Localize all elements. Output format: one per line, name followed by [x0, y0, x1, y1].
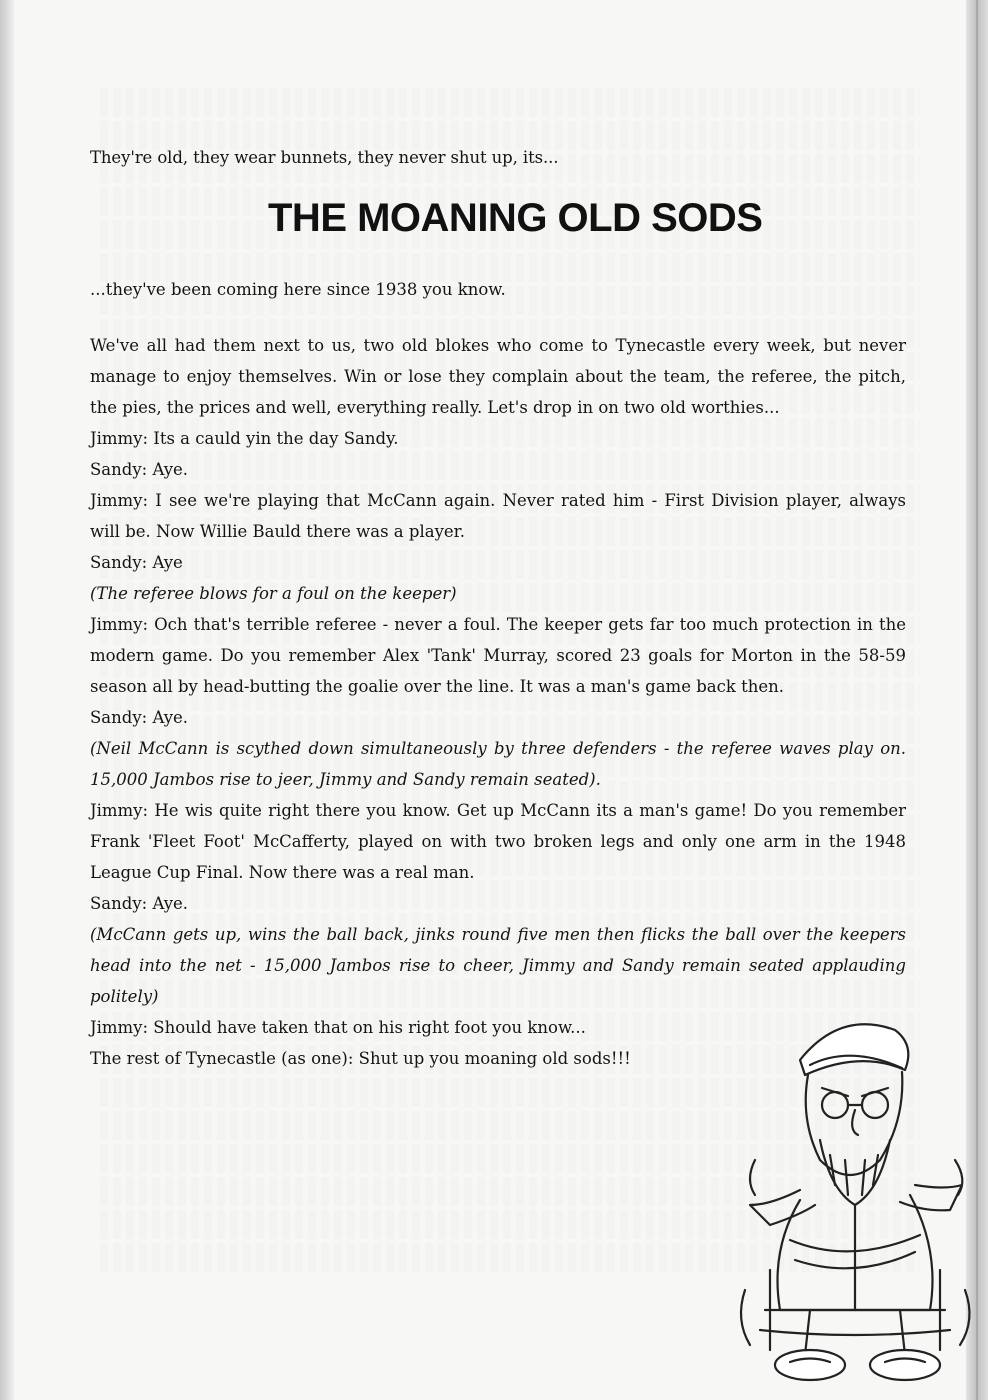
subtitle-line: ...they've been coming here since 1938 you know.: [90, 280, 506, 299]
dialogue-line: Sandy: Aye.: [90, 894, 189, 913]
old-man-cartoon-icon: [730, 990, 980, 1390]
dialogue-line: We've all had them next to us, two old blokes who come to Tynecastle every week, but never manage to enjoy themselves. Win or lose they complain about the team, the referee, the pitch, the pies, the prices and well, everything really. Let's drop in on two old worthies...: [90, 336, 906, 417]
stage-direction: (McCann gets up, wins the ball back, jinks round five men then flicks the ball over the keepers head into the net - 15,000 Jambos rise to cheer, Jimmy and Sandy remain seated applauding politely): [90, 925, 906, 1006]
dialogue-line: Sandy: Aye.: [90, 460, 189, 479]
dialogue-line: Jimmy: Should have taken that on his right foot you know...: [90, 1018, 586, 1037]
dialogue-line: Jimmy: Its a cauld yin the day Sandy.: [90, 429, 399, 448]
intro-line: They're old, they wear bunnets, they never shut up, its...: [90, 148, 559, 167]
dialogue-line: Jimmy: I see we're playing that McCann again. Never rated him - First Division player, always will be. Now Willie Bauld there was a player.: [90, 491, 906, 541]
stage-direction: (Neil McCann is scythed down simultaneously by three defenders - the referee waves play on. 15,000 Jambos rise to jeer, Jimmy and Sandy remain seated).: [90, 739, 906, 789]
stage-direction: (The referee blows for a foul on the keeper): [90, 584, 457, 603]
page-left-edge: [0, 0, 14, 1400]
dialogue-line: Jimmy: Och that's terrible referee - never a foul. The keeper gets far too much protection in the modern game. Do you remember Alex 'Tank' Murray, scored 23 goals for Morton in the 58-59 season all by head-butting the goalie over the line. It was a man's game back then.: [90, 615, 906, 696]
dialogue-line: Jimmy: He wis quite right there you know. Get up McCann its a man's game! Do you remember Frank 'Fleet Foot' McCafferty, played on with two broken legs and only one arm in the 1948 League Cup Final. Now there was a real man.: [90, 801, 906, 882]
dialogue-line: Sandy: Aye.: [90, 708, 189, 727]
dialogue-line: The rest of Tynecastle (as one): Shut up you moaning old sods!!!: [90, 1049, 631, 1068]
article-body: [90, 330, 906, 1074]
dialogue-line: Sandy: Aye: [90, 553, 183, 572]
article-title: THE MOANING OLD SODS: [268, 196, 763, 240]
